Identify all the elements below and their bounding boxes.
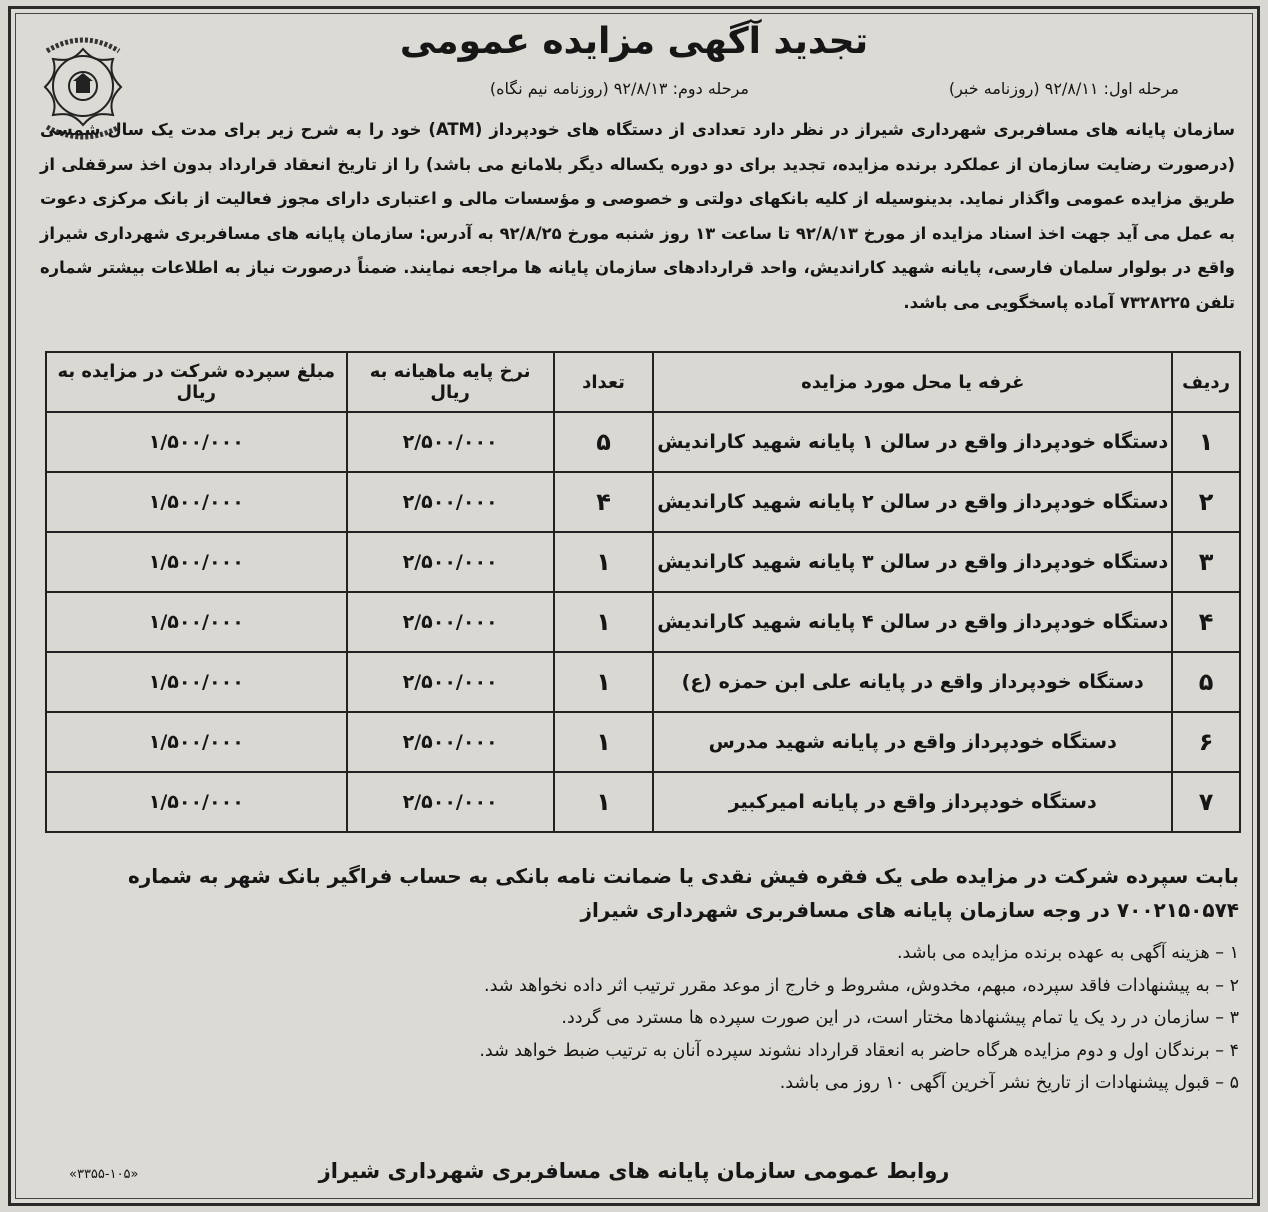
row-number: ۳ <box>1172 532 1240 592</box>
condition-item: ۳ – سازمان در رد یک یا تمام پیشنهادها مختار است، در این صورت سپرده ها مسترد می گردد. <box>561 1008 1239 1028</box>
row-place: دستگاه خودپرداز واقع در پایانه امیرکبیر <box>653 772 1172 832</box>
row-deposit: ۱/۵۰۰/۰۰۰ <box>46 652 347 712</box>
row-number: ۶ <box>1172 712 1240 772</box>
row-number: ۲ <box>1172 472 1240 532</box>
row-rate: ۲/۵۰۰/۰۰۰ <box>347 652 554 712</box>
row-rate: ۲/۵۰۰/۰۰۰ <box>347 592 554 652</box>
row-place: دستگاه خودپرداز واقع در سالن ۲ پایانه شهید کاراندیش <box>653 472 1172 532</box>
condition-item: ۴ – برندگان اول و دوم مزایده هرگاه حاضر به انعقاد قرارداد نشوند سپرده آنان به ترتیب ضبط خواهد شد. <box>479 1040 1239 1061</box>
row-number: ۵ <box>1172 652 1240 712</box>
conditions-list <box>29 937 1239 1100</box>
footer-signature: روابط عمومی سازمان پایانه های مسافربری شهرداری شیراز <box>318 1159 950 1183</box>
row-count: ۱ <box>554 652 654 712</box>
table-row <box>46 472 1240 532</box>
table-row <box>46 592 1240 652</box>
auction-table <box>45 351 1241 833</box>
row-deposit: ۱/۵۰۰/۰۰۰ <box>46 412 347 472</box>
condition-item: ۲ – به پیشنهادات فاقد سپرده، مبهم، مخدوش، مشروط و خارج از موعد مقرر ترتیب اثر داده نخواهد شد. <box>484 975 1239 996</box>
row-place: دستگاه خودپرداز واقع در سالن ۴ پایانه شهید کاراندیش <box>653 592 1172 652</box>
header-deposit: مبلغ سپرده شرکت در مزایده به ریال <box>46 352 347 412</box>
row-count: ۱ <box>554 532 654 592</box>
row-deposit: ۱/۵۰۰/۰۰۰ <box>46 472 347 532</box>
row-rate: ۲/۵۰۰/۰۰۰ <box>347 472 554 532</box>
row-deposit: ۱/۵۰۰/۰۰۰ <box>46 712 347 772</box>
header-rate: نرخ پایه ماهیانه به ریال <box>347 352 554 412</box>
newspaper-notice <box>8 6 1260 1206</box>
row-place: دستگاه خودپرداز واقع در پایانه علی ابن حمزه (ع) <box>653 652 1172 712</box>
table-row <box>46 772 1240 832</box>
row-count: ۱ <box>554 772 654 832</box>
row-deposit: ۱/۵۰۰/۰۰۰ <box>46 772 347 832</box>
row-rate: ۲/۵۰۰/۰۰۰ <box>347 532 554 592</box>
row-number: ۴ <box>1172 592 1240 652</box>
row-place: دستگاه خودپرداز واقع در پایانه شهید مدرس <box>653 712 1172 772</box>
row-number: ۷ <box>1172 772 1240 832</box>
row-rate: ۲/۵۰۰/۰۰۰ <box>347 712 554 772</box>
phase-two: مرحله دوم: ۹۲/۸/۱۳ (روزنامه نیم نگاه) <box>489 79 749 98</box>
table-header-row <box>46 352 1240 412</box>
deposit-note: بابت سپرده شرکت در مزایده طی یک فقره فیش نقدی یا ضمانت نامه بانکی به حساب فراگیر بانک شهر به شماره ۷۰۰۲۱۵۰۵۷۴ در وجه سازمان پایانه های مسافربری شهرداری شیراز <box>127 864 1239 922</box>
table-row <box>46 532 1240 592</box>
notice-title: تجدید آگهی مزایده عمومی <box>399 21 869 62</box>
condition-item: ۵ – قبول پیشنهادات از تاریخ نشر آخرین آگهی ۱۰ روز می باشد. <box>779 1073 1239 1093</box>
row-count: ۱ <box>554 712 654 772</box>
row-place: دستگاه خودپرداز واقع در سالن ۱ پایانه شهید کاراندیش <box>653 412 1172 472</box>
row-count: ۵ <box>554 412 654 472</box>
table-row <box>46 712 1240 772</box>
row-deposit: ۱/۵۰۰/۰۰۰ <box>46 532 347 592</box>
condition-item: ۱ – هزینه آگهی به عهده برنده مزایده می باشد. <box>896 943 1239 963</box>
table-row <box>46 652 1240 712</box>
table-row <box>46 412 1240 472</box>
notice-code: «۳۳۵۵-۱۰۵» <box>69 1167 139 1182</box>
row-deposit: ۱/۵۰۰/۰۰۰ <box>46 592 347 652</box>
row-rate: ۲/۵۰۰/۰۰۰ <box>347 412 554 472</box>
row-count: ۴ <box>554 472 654 532</box>
phase-one: مرحله اول: ۹۲/۸/۱۱ (روزنامه خبر) <box>948 79 1179 98</box>
header-row-number: ردیف <box>1172 352 1240 412</box>
row-place: دستگاه خودپرداز واقع در سالن ۳ پایانه شهید کاراندیش <box>653 532 1172 592</box>
header-count: تعداد <box>554 352 654 412</box>
row-number: ۱ <box>1172 412 1240 472</box>
header-place: غرفه یا محل مورد مزایده <box>653 352 1172 412</box>
row-rate: ۲/۵۰۰/۰۰۰ <box>347 772 554 832</box>
row-count: ۱ <box>554 592 654 652</box>
intro-paragraph: سازمان پایانه های مسافربری شهرداری شیراز در نظر دارد تعدادی از دستگاه های خودپرداز (ATM) خود را به شرح زیر برای مدت یک سال شمسی (درصورت رضایت سازمان از عملکرد برنده مزایده، تجدید برای دو دوره یکساله دیگر بلامانع می باشد) را از تاریخ انعقاد قرارداد بدون اخذ سرقفلی از طریق مزایده عمومی واگذار نماید. بدینوسیله از کلیه بانکهای دولتی و خصوصی و مؤسسات مالی و اعتباری دارای مجوز فعالیت از بانک مرکزی دعوت به عمل می آید جهت اخذ اسناد مزایده از مورخ ۹۲/۸/۱۳ تا ساعت ۱۳ روز شنبه مورخ ۹۲/۸/۲۵ به آدرس: سازمان پایانه های مسافربری شهرداری شیراز واقع در بولوار سلمان فارسی، پایانه شهید کاراندیش، واحد قراردادهای سازمان پایانه ها مراجعه نمایند. ضمناً درصورت نیاز به اطلاعات بیشتر شماره تلفن ۷۳۲۸۲۲۵ آماده پاسخگویی می باشد. <box>40 120 1236 312</box>
